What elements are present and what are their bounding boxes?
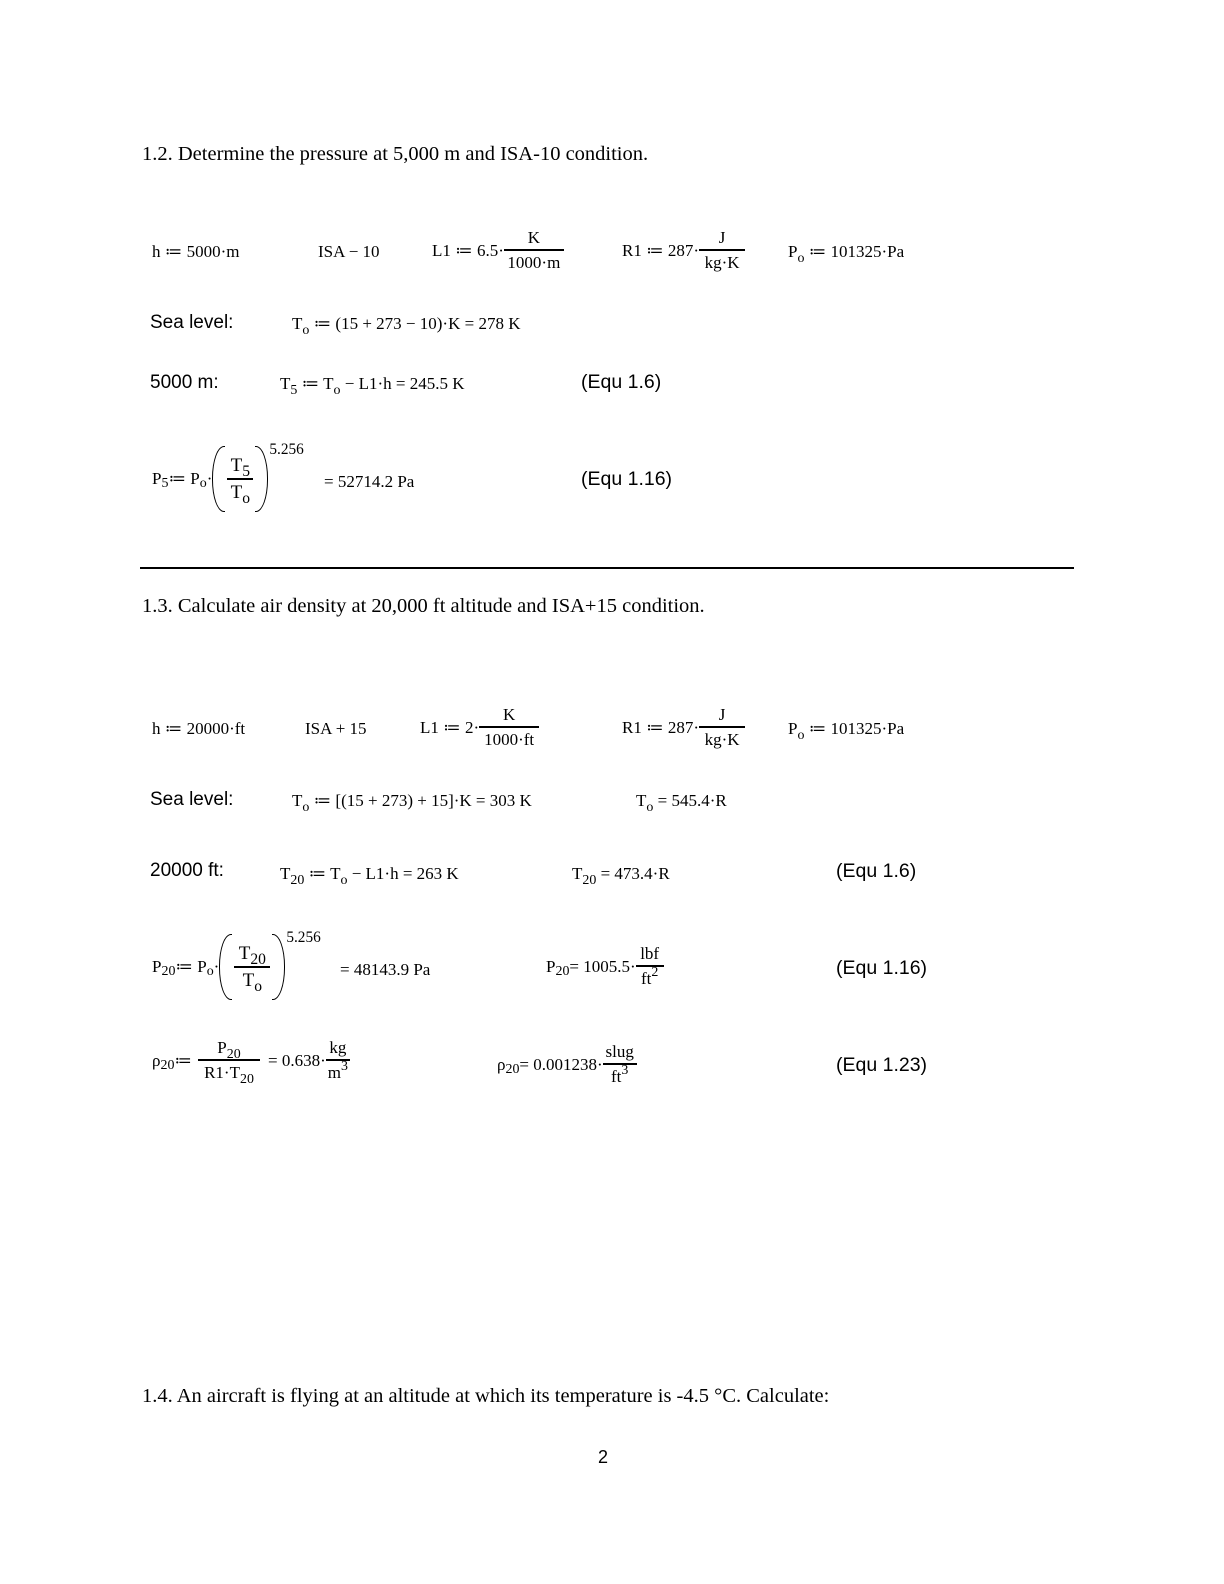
rho-symbol: ρ xyxy=(497,1054,506,1074)
param-r1 xyxy=(622,705,745,750)
pressure-imperial-value: = 1005.5· xyxy=(569,956,636,976)
assign-to: ≔ P xyxy=(168,469,200,488)
assign-to: ≔ xyxy=(174,1050,192,1070)
param-po-value: ≔ 101325·Pa xyxy=(804,719,905,738)
altitude-temperature-equation xyxy=(280,374,465,399)
assign-to: ≔ T xyxy=(304,864,341,883)
exponent: 5.256 xyxy=(286,928,321,946)
sea-level-value: ≔ [(15 + 273) + 15]·K = 303 K xyxy=(309,791,532,810)
equation-reference: (Equ 1.16) xyxy=(581,468,673,490)
right-paren xyxy=(272,934,285,1000)
density-numerator xyxy=(215,1038,242,1063)
param-h: h ≔ 20000·ft xyxy=(152,719,246,738)
equation-reference: (Equ 1.16) xyxy=(836,957,928,979)
param-r1 xyxy=(622,228,745,273)
p-symbol: P xyxy=(546,956,556,976)
sea-level-value: ≔ (15 + 273 − 10)·K = 278 K xyxy=(309,314,521,333)
pressure-result: = 52714.2 Pa xyxy=(324,472,415,491)
param-po-subscript: o xyxy=(797,251,805,267)
unit-base: ft xyxy=(610,1067,622,1086)
param-l1-fraction xyxy=(479,705,539,750)
param-r1-numerator: J xyxy=(718,228,726,247)
altitude-temperature-value: − L1·h = 263 K xyxy=(347,864,459,883)
param-po xyxy=(788,719,905,744)
density-fraction xyxy=(198,1038,260,1088)
param-po xyxy=(788,242,905,267)
t-symbol: T xyxy=(230,481,243,503)
density-equation xyxy=(152,1038,350,1088)
t-subscript: o xyxy=(242,490,251,508)
equation-reference: (Equ 1.6) xyxy=(581,371,662,393)
temperature-ratio xyxy=(234,942,270,996)
p-symbol: P xyxy=(217,1038,227,1057)
param-h: h ≔ 5000·m xyxy=(152,242,240,261)
param-l1-denominator: 1000·ft xyxy=(484,730,535,749)
ratio-denominator xyxy=(229,480,252,508)
param-r1-prefix: R1 ≔ 287· xyxy=(622,717,700,737)
param-po-subscript: o xyxy=(797,728,805,744)
t-subscript: 20 xyxy=(582,873,597,889)
unit-numerator: slug xyxy=(605,1042,634,1061)
param-isa: ISA − 10 xyxy=(318,242,380,261)
unit-denominator xyxy=(639,964,660,989)
altitude-rankine xyxy=(572,864,670,889)
density-unit xyxy=(326,1038,350,1083)
param-r1-prefix: R1 ≔ 287· xyxy=(622,240,700,260)
ratio-numerator xyxy=(237,942,268,969)
t-symbol: T xyxy=(280,374,291,393)
unit-base: ft xyxy=(640,969,652,988)
p-subscript: 20 xyxy=(555,963,570,979)
page-number: 2 xyxy=(598,1447,609,1467)
temperature-ratio xyxy=(227,454,253,508)
param-l1-fraction xyxy=(504,228,564,273)
rho-symbol: ρ xyxy=(152,1050,161,1070)
p-subscript: 20 xyxy=(226,1047,241,1063)
t-symbol: T xyxy=(238,942,251,964)
sea-level-rankine xyxy=(636,791,727,816)
density-denominator xyxy=(202,1061,256,1088)
p-subscript: o xyxy=(206,964,214,980)
equation-reference: (Equ 1.6) xyxy=(836,860,917,882)
unit-exponent: 2 xyxy=(651,964,659,980)
t-subscript: o xyxy=(340,873,348,889)
unit-numerator: kg xyxy=(329,1038,347,1057)
right-paren xyxy=(255,446,268,512)
pressure-equation xyxy=(152,440,304,512)
assign-to: ≔ P xyxy=(175,957,207,976)
param-l1-denominator: 1000·m xyxy=(507,253,561,272)
assign-to: ≔ T xyxy=(297,374,334,393)
param-isa: ISA + 15 xyxy=(305,719,367,738)
altitude-rankine-value: = 473.4·R xyxy=(596,864,670,883)
altitude-temperature-equation xyxy=(280,864,459,889)
density-result: = 0.638· xyxy=(268,1050,326,1070)
param-l1 xyxy=(420,705,539,750)
unit-denominator xyxy=(609,1062,630,1087)
unit-numerator: lbf xyxy=(640,944,660,963)
section-divider xyxy=(140,567,1074,569)
rho-subscript: 20 xyxy=(505,1061,520,1077)
t-symbol: T xyxy=(242,969,255,991)
density-imperial-value: = 0.001238· xyxy=(519,1054,603,1074)
t-symbol: T xyxy=(636,791,647,810)
p-subscript: 5 xyxy=(161,476,169,492)
unit-denominator xyxy=(326,1058,350,1083)
p-subscript: o xyxy=(199,476,207,492)
t-subscript: o xyxy=(333,383,341,399)
param-l1 xyxy=(432,228,564,273)
t-subscript: 20 xyxy=(239,1072,254,1088)
density-imperial-unit xyxy=(603,1042,637,1087)
multiply-dot: · xyxy=(206,469,213,488)
altitude-label: 20000 ft: xyxy=(150,860,224,881)
altitude-temperature-value: − L1·h = 245.5 K xyxy=(340,374,465,393)
exponent: 5.256 xyxy=(269,440,304,458)
left-paren xyxy=(212,446,225,512)
t-subscript: o xyxy=(302,323,310,339)
rho-subscript: 20 xyxy=(160,1057,175,1073)
denominator-text: R1·T xyxy=(204,1063,240,1082)
t-symbol: T xyxy=(292,791,303,810)
heading-1-2: 1.2. Determine the pressure at 5,000 m and ISA-10 condition. xyxy=(142,143,649,165)
heading-1-3: 1.3. Calculate air density at 20,000 ft altitude and ISA+15 condition. xyxy=(142,595,705,617)
param-r1-numerator: J xyxy=(718,705,726,724)
t-symbol: T xyxy=(572,864,583,883)
p-symbol: P xyxy=(152,469,162,488)
t-symbol: T xyxy=(230,454,243,476)
param-r1-fraction xyxy=(699,228,745,273)
param-l1-prefix: L1 ≔ 6.5· xyxy=(432,240,504,260)
sea-level-label: Sea level: xyxy=(150,789,234,810)
t-symbol: T xyxy=(292,314,303,333)
pressure-imperial xyxy=(546,944,664,989)
param-l1-prefix: L1 ≔ 2· xyxy=(420,717,480,737)
heading-1-4: 1.4. An aircraft is flying at an altitude at which its temperature is -4.5 °C. Calculate: xyxy=(142,1385,830,1407)
altitude-label: 5000 m: xyxy=(150,372,219,393)
ratio-denominator xyxy=(241,968,264,996)
t-symbol: T xyxy=(280,864,291,883)
unit-base: m xyxy=(327,1063,341,1082)
unit-exponent: 3 xyxy=(621,1062,629,1078)
param-r1-denominator: kg·K xyxy=(704,253,740,272)
pressure-result: = 48143.9 Pa xyxy=(340,960,431,979)
sea-level-equation xyxy=(292,791,532,816)
t-subscript: 5 xyxy=(242,463,251,481)
multiply-dot: · xyxy=(213,957,220,976)
param-po-value: ≔ 101325·Pa xyxy=(804,242,905,261)
p-subscript: 20 xyxy=(161,964,176,980)
param-r1-denominator: kg·K xyxy=(704,730,740,749)
t-subscript: o xyxy=(646,800,654,816)
sea-level-label: Sea level: xyxy=(150,312,234,333)
sea-level-equation xyxy=(292,314,521,339)
parenthesized-ratio xyxy=(219,934,285,1000)
p-symbol: P xyxy=(152,957,162,976)
param-po-symbol: P xyxy=(788,719,798,738)
unit-exponent: 3 xyxy=(340,1058,348,1074)
left-paren xyxy=(219,934,232,1000)
pressure-imperial-unit xyxy=(636,944,664,989)
t-subscript: o xyxy=(254,978,263,996)
t-subscript: 20 xyxy=(250,951,266,969)
t-subscript: o xyxy=(302,800,310,816)
parenthesized-ratio xyxy=(212,446,268,512)
equation-reference: (Equ 1.23) xyxy=(836,1054,928,1076)
param-l1-numerator: K xyxy=(527,228,541,247)
pressure-equation xyxy=(152,928,321,1000)
t-subscript: 5 xyxy=(290,383,298,399)
sea-level-rankine-value: = 545.4·R xyxy=(653,791,727,810)
density-imperial xyxy=(497,1042,637,1087)
param-r1-fraction xyxy=(699,705,745,750)
t-subscript: 20 xyxy=(290,873,305,889)
ratio-numerator xyxy=(229,454,252,481)
param-l1-numerator: K xyxy=(502,705,516,724)
param-po-symbol: P xyxy=(788,242,798,261)
